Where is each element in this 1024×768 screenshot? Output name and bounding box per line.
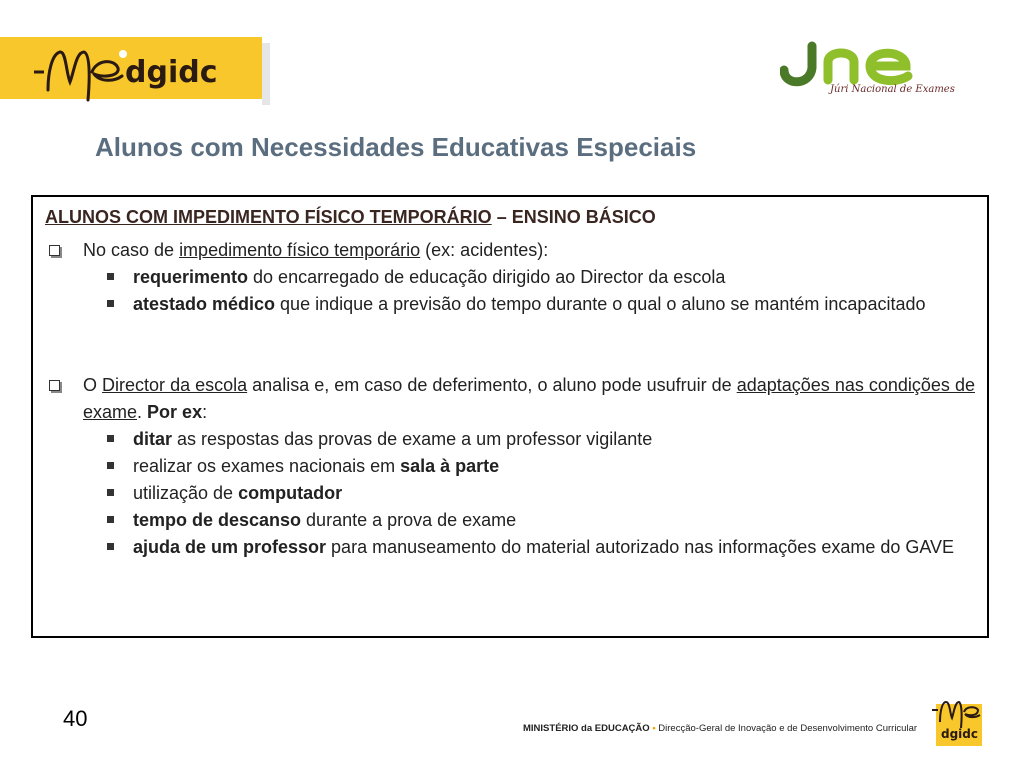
box-heading	[45, 205, 975, 229]
footer-dgidc-wordmark: dgidc	[941, 727, 978, 741]
page-number: 40	[63, 706, 88, 731]
sub-item-bold: sala à parte	[400, 456, 500, 476]
checkbox-bullet-icon	[49, 245, 60, 256]
footer-ministry-line	[523, 723, 917, 734]
footer-ministry: MINISTÉRIO da EDUCAÇÃO	[523, 723, 650, 734]
sub-item-descanso	[45, 507, 975, 534]
square-bullet-icon	[107, 543, 114, 550]
square-bullet-icon	[107, 489, 114, 496]
sub-item-atestado	[45, 291, 975, 318]
spacer	[45, 318, 975, 372]
sub-item-text: que indique a previsão do tempo durante o qual o aluno se mantém incapacitado	[275, 294, 926, 314]
box-heading-underlined: ALUNOS COM IMPEDIMENTO FÍSICO TEMPORÁRIO	[45, 207, 492, 227]
item2-bold: Por ex	[147, 402, 203, 422]
item2-link-director: Director da escola	[102, 375, 248, 395]
sub-item-text: utilização de	[133, 483, 239, 503]
sub-item-text: para manuseamento do material autorizado nas informações exame do GAVE	[326, 537, 955, 557]
content-box	[31, 195, 989, 638]
me-monogram-icon	[30, 42, 130, 102]
sub-item-bold: tempo de descanso	[133, 510, 302, 530]
sub-item-bold: atestado médico	[133, 294, 276, 314]
list-item-director	[45, 372, 975, 426]
sub-item-bold: ditar	[133, 429, 173, 449]
sub-item-text: do encarregado de educação dirigido ao Director da escola	[248, 267, 726, 287]
sub-item-bold: ajuda de um professor	[133, 537, 327, 557]
sub-item-bold: computador	[238, 483, 343, 503]
square-bullet-icon	[107, 516, 114, 523]
sub-item-requerimento	[45, 264, 975, 291]
square-bullet-icon	[107, 462, 114, 469]
page-title: Alunos com Necessidades Educativas Especiais	[95, 132, 697, 162]
sub-item-computador	[45, 480, 975, 507]
logo-shadow	[262, 43, 270, 105]
dgidc-wordmark: dgidc	[125, 55, 218, 90]
sub-item-bold: requerimento	[133, 267, 249, 287]
item2-pre: O	[83, 375, 103, 395]
square-bullet-icon	[107, 273, 114, 280]
box-heading-rest: – ENSINO BÁSICO	[491, 207, 656, 227]
footer-dgidc-logo	[930, 698, 982, 746]
item2-dot: .	[137, 402, 148, 422]
footer-directorate: Direcção-Geral de Inovação e de Desenvolvimento Curricular	[658, 723, 918, 734]
square-bullet-icon	[107, 300, 114, 307]
sub-item-ajuda	[45, 534, 975, 561]
sub-item-text: realizar os exames nacionais em	[133, 456, 401, 476]
sub-item-text: as respostas das provas de exame a um professor vigilante	[172, 429, 653, 449]
sub-item-sala	[45, 453, 975, 480]
sub-item-text: durante a prova de exame	[301, 510, 517, 530]
square-bullet-icon	[107, 435, 114, 442]
footer-me-monogram-icon	[930, 698, 982, 728]
item1-link: impedimento físico temporário	[179, 240, 421, 260]
list-item-impedimento	[45, 237, 975, 264]
item2-colon: :	[202, 402, 208, 422]
checkbox-bullet-icon	[49, 380, 60, 391]
jne-tagline: Júri Nacional de Exames	[830, 84, 955, 95]
item2-mid: analisa e, em caso de deferimento, o aluno pode usufruir de	[247, 375, 737, 395]
item1-pre: No caso de	[83, 240, 180, 260]
sub-item-ditar	[45, 426, 975, 453]
item1-post: (ex: acidentes):	[420, 240, 549, 260]
item2-link-adaptacoes: adaptações nas condições de exame	[83, 375, 975, 422]
footer-separator: •	[652, 723, 656, 734]
jne-logo	[780, 40, 960, 110]
dgidc-logo	[0, 37, 262, 99]
jne-mark-icon	[780, 40, 960, 90]
